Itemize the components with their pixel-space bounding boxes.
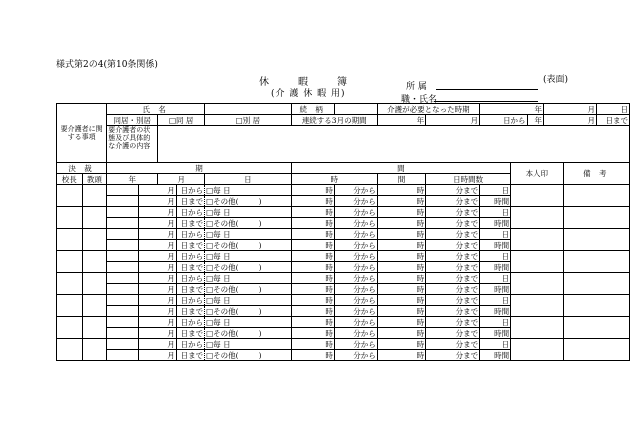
care-time-year[interactable]: 年 [480,104,544,115]
entry-min-from[interactable]: 分から [334,207,377,218]
vice-principal-seal-cell[interactable] [82,295,107,317]
entry-hour-to[interactable]: 時 [377,273,425,284]
entry-year[interactable] [107,295,139,306]
entry-min-from[interactable]: 分から [334,273,377,284]
entry-check-other[interactable] [205,306,292,317]
entry-month[interactable]: 月 [139,207,176,218]
entry-day-from[interactable]: 日から [176,339,204,350]
entry-year-2[interactable] [107,262,139,273]
entry-remarks-cell[interactable] [563,185,629,207]
care-time-month[interactable]: 月 [544,104,597,115]
entry-year-2[interactable] [107,350,139,361]
entry-min-to-2[interactable]: 分まで [426,218,480,229]
entry-day-from[interactable]: 日から [176,229,204,240]
seal-header: 本人印 [511,163,563,185]
entry-hour-from[interactable]: 時 [291,317,334,328]
entry-min-from-2[interactable]: 分から [334,284,377,295]
entry-remarks-cell[interactable] [563,273,629,295]
entry-hour-to-2[interactable]: 時 [377,196,425,207]
entry-hour-from-2[interactable]: 時 [291,306,334,317]
entry-hours[interactable]: 時間 [480,306,511,317]
entry-days[interactable]: 日 [480,339,511,350]
vice-principal-seal-cell[interactable] [82,185,107,207]
entry-min-to[interactable]: 分まで [426,251,480,262]
entry-day-to[interactable]: 日まで [176,350,204,361]
entry-check-daily[interactable]: □毎 日 [205,339,292,350]
entry-hour-from-2[interactable]: 時 [291,218,334,229]
care-receiver-label: 要介護者に関する事項 [57,104,107,163]
care-state-field[interactable] [158,126,630,163]
entry-hour-to[interactable]: 時 [377,295,425,306]
page-side: (表面) [543,75,569,85]
entry-hours[interactable]: 時間 [480,284,511,295]
entry-hour-from-2[interactable]: 時 [291,196,334,207]
entry-hour-to-2[interactable]: 時 [377,218,425,229]
entry-year-2[interactable] [107,240,139,251]
period-month-start[interactable]: 月 [426,115,480,126]
entry-month[interactable]: 月 [139,229,176,240]
name-field[interactable] [434,101,538,102]
vice-principal-seal-cell[interactable] [82,251,107,273]
entry-hour-from-2[interactable]: 時 [291,328,334,339]
care-time-day[interactable]: 日 [596,104,629,115]
entry-hour-to[interactable]: 時 [377,339,425,350]
entry-days[interactable]: 日 [480,185,511,196]
entry-hours[interactable]: 時間 [480,240,511,251]
entry-day-from[interactable]: 日から [176,273,204,284]
entry-year[interactable] [107,185,139,196]
entry-seal-cell[interactable] [511,273,563,295]
entry-year[interactable] [107,229,139,240]
entry-hour-from-2[interactable]: 時 [291,350,334,361]
entry-check-other-close: ) [258,328,262,338]
entry-hours[interactable]: 時間 [480,350,511,361]
entry-month-2[interactable]: 月 [139,350,176,361]
entry-hour-to-2[interactable]: 時 [377,350,425,361]
entry-check-other-close: ) [258,350,262,360]
entry-days[interactable]: 日 [480,295,511,306]
care-state-label: 要介護者の状態及び具体的な介護の内容 [107,126,158,163]
entry-check-daily[interactable]: □毎 日 [205,207,292,218]
entry-check-other[interactable] [205,218,292,229]
entry-hour-from-2[interactable]: 時 [291,262,334,273]
entry-hour-from[interactable]: 時 [291,273,334,284]
entry-check-other-label: □その他( [206,218,239,228]
title-word-1: 休 [259,77,270,88]
entry-hours[interactable]: 時間 [480,328,511,339]
entry-month-2[interactable]: 月 [139,240,176,251]
entry-min-to[interactable]: 分まで [426,185,480,196]
title-word-3: 簿 [337,77,348,88]
entry-month-2[interactable]: 月 [139,196,176,207]
period-header: 期 [107,163,291,174]
entry-seal-cell[interactable] [511,251,563,273]
entry-day-to[interactable]: 日まで [176,240,204,251]
cohabit-label: 同居・別居 [107,115,158,126]
entry-hour-from[interactable]: 時 [291,229,334,240]
entry-row [57,295,630,306]
entry-check-other-close: ) [258,196,262,206]
entry-min-from-2[interactable]: 分から [334,196,377,207]
entry-min-from-2[interactable]: 分から [334,240,377,251]
entry-min-from[interactable]: 分から [334,295,377,306]
entry-check-other-close: ) [258,284,262,294]
principal-seal-cell[interactable] [57,251,83,273]
entry-month-2[interactable]: 月 [139,306,176,317]
entry-hours[interactable]: 時間 [480,196,511,207]
entry-year[interactable] [107,273,139,284]
name-label: 職・氏名 [401,95,438,105]
entry-check-other[interactable] [205,196,292,207]
entry-month[interactable]: 月 [139,273,176,284]
entry-month[interactable]: 月 [139,185,176,196]
entry-row [57,229,630,240]
entry-seal-cell[interactable] [511,229,563,251]
vice-principal-seal-cell[interactable] [82,317,107,339]
entry-remarks-cell[interactable] [563,295,629,317]
entry-min-to-2[interactable]: 分まで [426,240,480,251]
entry-check-daily[interactable]: □毎 日 [205,185,292,196]
entry-day-from[interactable]: 日から [176,251,204,262]
entry-check-other-close: ) [258,218,262,228]
hours-header: 日時間数 [426,174,511,185]
between-header: 間 [291,163,510,174]
entry-check-daily[interactable]: □毎 日 [205,251,292,262]
entry-min-to-2[interactable]: 分まで [426,328,480,339]
entry-min-to-2[interactable]: 分まで [426,306,480,317]
entry-check-other-label: □その他( [206,284,239,294]
entry-year-2[interactable] [107,218,139,229]
entry-min-from[interactable]: 分から [334,251,377,262]
dept-label: 所 属 [406,82,427,92]
entry-min-to[interactable]: 分まで [426,295,480,306]
entry-hour-to[interactable]: 時 [377,185,425,196]
month-header: 月 [158,174,205,185]
principal-seal-cell[interactable] [57,317,83,339]
entry-day-to[interactable]: 日まで [176,262,204,273]
entry-check-other-label: □その他( [206,306,239,316]
entry-seal-cell[interactable] [511,295,563,317]
entry-check-other-close: ) [258,240,262,250]
entry-hour-from[interactable]: 時 [291,339,334,350]
entry-day-to[interactable]: 日まで [176,306,204,317]
entry-check-other[interactable] [205,240,292,251]
entry-min-to-2[interactable]: 分まで [426,350,480,361]
entry-check-other[interactable] [205,262,292,273]
principal-header: 校長 [57,174,83,185]
remarks-header: 備 考 [563,163,629,185]
entry-hour-to-2[interactable]: 時 [377,328,425,339]
entry-seal-cell[interactable] [511,207,563,229]
vice-principal-header: 教頭 [82,174,107,185]
entry-check-other-label: □その他( [206,196,239,206]
entry-check-other[interactable] [205,328,292,339]
entry-day-to[interactable]: 日まで [176,218,204,229]
entry-month-2[interactable]: 月 [139,284,176,295]
entry-year[interactable] [107,207,139,218]
entry-row [57,317,630,328]
relation-field[interactable] [334,104,377,115]
entry-month-2[interactable]: 月 [139,262,176,273]
entry-month[interactable]: 月 [139,317,176,328]
entry-hour-from[interactable]: 時 [291,207,334,218]
entry-day-from[interactable]: 日から [176,295,204,306]
entry-remarks-cell[interactable] [563,251,629,273]
entry-remarks-cell[interactable] [563,229,629,251]
entry-remarks-cell[interactable] [563,207,629,229]
entry-days[interactable]: 日 [480,317,511,328]
entry-row [57,185,630,196]
entry-days[interactable]: 日 [480,229,511,240]
entry-check-other-label: □その他( [206,350,239,360]
entry-hour-from[interactable]: 時 [291,251,334,262]
entry-year-2[interactable] [107,284,139,295]
entry-min-to[interactable]: 分まで [426,229,480,240]
form-number: 様式第2の4(第10条関係) [56,60,158,70]
entry-hour-to[interactable]: 時 [377,251,425,262]
form-subtitle: (介 護 休 暇 用) [271,89,346,99]
entry-row [57,339,630,350]
entry-year-2[interactable] [107,196,139,207]
entry-min-to-2[interactable]: 分まで [426,284,480,295]
entry-hour-from[interactable]: 時 [291,295,334,306]
entry-seal-cell[interactable] [511,339,563,361]
entry-remarks-cell[interactable] [563,339,629,361]
entry-check-other[interactable] [205,284,292,295]
vice-principal-seal-cell[interactable] [82,339,107,361]
care-time-label: 介護が必要となった時期 [377,104,479,115]
entry-check-other-label: □その他( [206,328,239,338]
entry-min-to[interactable]: 分まで [426,273,480,284]
vice-principal-seal-cell[interactable] [82,229,107,251]
day-header: 日 [205,174,292,185]
entry-hour-to[interactable]: 時 [377,207,425,218]
entry-seal-cell[interactable] [511,185,563,207]
principal-seal-cell[interactable] [57,185,83,207]
entry-day-to[interactable]: 日まで [176,284,204,295]
entry-remarks-cell[interactable] [563,317,629,339]
entry-year-2[interactable] [107,328,139,339]
period-label: 連続する3月の期間 [291,115,377,126]
entry-month-2[interactable]: 月 [139,328,176,339]
year-header: 年 [107,174,158,185]
vice-principal-seal-cell[interactable] [82,273,107,295]
entry-hour-from-2[interactable]: 時 [291,240,334,251]
entry-hour-from-2[interactable]: 時 [291,284,334,295]
entry-year[interactable] [107,317,139,328]
entry-min-from-2[interactable]: 分から [334,350,377,361]
between2-header: 間 [377,174,425,185]
entry-min-from[interactable]: 分から [334,229,377,240]
decision-label: 決 裁 [57,163,107,174]
vice-principal-seal-cell[interactable] [82,207,107,229]
entry-min-from-2[interactable]: 分から [334,306,377,317]
entry-row [57,273,630,284]
entry-min-to[interactable]: 分まで [426,317,480,328]
principal-seal-cell[interactable] [57,207,83,229]
entry-month[interactable]: 月 [139,251,176,262]
entry-min-to-2[interactable]: 分まで [426,196,480,207]
entry-hours[interactable]: 時間 [480,218,511,229]
period-year-end[interactable]: 年 [527,115,543,126]
entry-hour-to-2[interactable]: 時 [377,240,425,251]
entry-check-other-close: ) [258,306,262,316]
entry-check-daily[interactable]: □毎 日 [205,317,292,328]
dept-field[interactable] [436,89,538,90]
entry-hour-to-2[interactable]: 時 [377,306,425,317]
principal-seal-cell[interactable] [57,273,83,295]
entry-row [57,207,630,218]
entry-check-daily[interactable]: □毎 日 [205,229,292,240]
entry-month-2[interactable]: 月 [139,218,176,229]
entry-min-to[interactable]: 分まで [426,339,480,350]
relation-label: 続 柄 [291,104,334,115]
principal-seal-cell[interactable] [57,229,83,251]
principal-seal-cell[interactable] [57,295,83,317]
entry-month[interactable]: 月 [139,295,176,306]
period-year-start[interactable]: 年 [377,115,425,126]
entry-min-to-2[interactable]: 分まで [426,262,480,273]
principal-seal-cell[interactable] [57,339,83,361]
entry-hour-to[interactable]: 時 [377,229,425,240]
entry-min-from[interactable]: 分から [334,339,377,350]
entry-hours[interactable]: 時間 [480,262,511,273]
entry-year[interactable] [107,339,139,350]
entry-check-other-label: □その他( [206,262,239,272]
entry-year-2[interactable] [107,306,139,317]
title-word-2: 暇 [298,77,309,88]
entry-check-daily[interactable]: □毎 日 [205,295,292,306]
leave-register-table [56,103,630,361]
entry-min-from[interactable]: 分から [334,185,377,196]
entry-min-from[interactable]: 分から [334,317,377,328]
entry-hour-to-2[interactable]: 時 [377,284,425,295]
entry-check-other[interactable] [205,350,292,361]
entry-month[interactable]: 月 [139,339,176,350]
entry-check-other-close: ) [258,262,262,272]
time-header: 時 [291,174,377,185]
period-day-start[interactable]: 日から [480,115,527,126]
period-day-end[interactable]: 日まで [596,115,629,126]
entry-min-to[interactable]: 分まで [426,207,480,218]
entry-days[interactable]: 日 [480,273,511,284]
entry-day-from[interactable]: 日から [176,207,204,218]
entry-day-to[interactable]: 日まで [176,196,204,207]
entry-row [57,251,630,262]
entry-day-from[interactable]: 日から [176,317,204,328]
entry-day-from[interactable]: 日から [176,185,204,196]
separate-option[interactable]: □別 居 [205,115,292,126]
entry-check-daily[interactable]: □毎 日 [205,273,292,284]
entry-days[interactable]: 日 [480,207,511,218]
care-name-label: 氏 名 [107,104,205,115]
entry-check-other-label: □その他( [206,240,239,250]
entry-days[interactable]: 日 [480,251,511,262]
entry-min-from-2[interactable]: 分から [334,218,377,229]
care-name-field[interactable] [205,104,292,115]
entry-day-to[interactable]: 日まで [176,328,204,339]
entry-year[interactable] [107,251,139,262]
entry-hour-from[interactable]: 時 [291,185,334,196]
entry-min-from-2[interactable]: 分から [334,328,377,339]
entry-min-from-2[interactable]: 分から [334,262,377,273]
entry-hour-to[interactable]: 時 [377,317,425,328]
cohabit-option[interactable]: □同 居 [158,115,205,126]
entry-hour-to-2[interactable]: 時 [377,262,425,273]
period-month-end[interactable]: 月 [544,115,597,126]
entry-seal-cell[interactable] [511,317,563,339]
